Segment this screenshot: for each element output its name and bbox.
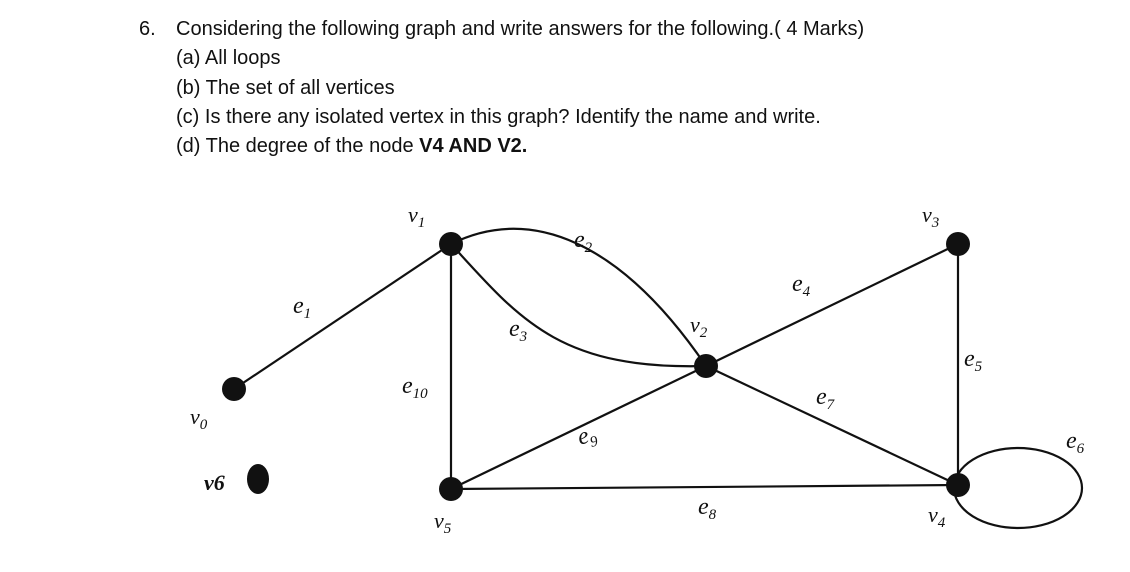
part-label: (d) (176, 135, 201, 157)
vertices (222, 232, 970, 501)
edge-label-e8: $e_8$ (698, 494, 717, 523)
edge-label-e9: $e_9$ (574, 422, 600, 451)
vertex-v4 (946, 473, 970, 497)
vertex-v1 (439, 232, 463, 256)
vertex-label-v2: $v_2$ (690, 312, 708, 341)
edge-e8 (451, 485, 958, 489)
vertex-label-v1: $v_1$ (408, 202, 426, 231)
vertex-label-v3: $v_3$ (922, 202, 940, 231)
vertex-v6 (247, 464, 269, 494)
edge-e3 (451, 244, 706, 366)
edge-e1 (234, 244, 451, 389)
edge-label-e4: $e_4$ (792, 271, 811, 300)
edge-label-e7: $e_7$ (816, 384, 835, 413)
vertex-v0 (222, 377, 246, 401)
vertex-v3 (946, 232, 970, 256)
vertex-v5 (439, 477, 463, 501)
question-number: 6. (139, 18, 156, 40)
edge-label-e6: $e_6$ (1066, 428, 1085, 457)
edge-label-e10: $e_{10}$ (402, 373, 428, 402)
part-label: (a) (176, 47, 201, 69)
edge-label-e2: $e_2$ (574, 227, 593, 256)
edge-e6 (954, 448, 1082, 528)
part-text: Is there any isolated vertex in this graph? Identify the name and write. (204, 106, 821, 128)
edge-label-e1: $e_1$ (293, 293, 312, 322)
edge-e7 (706, 366, 958, 485)
part-label: (c) (176, 106, 200, 128)
vertex-label-v4: $v_4$ (928, 502, 946, 531)
vertex-label-v5: $v_5$ (434, 508, 452, 537)
edge-label-e3: $e_3$ (509, 316, 528, 345)
vertex-label-v0: $v_0$ (190, 404, 208, 433)
part-text: The degree of the node (205, 135, 420, 157)
vertex-label-v6: v6 (204, 470, 225, 495)
vertex-v2 (694, 354, 718, 378)
part-text: The set of all vertices (205, 77, 395, 99)
part-bold-text: V4 AND V2. (419, 135, 528, 157)
question-stem: Considering the following graph and write answers for the following.( 4 Marks) (176, 18, 865, 40)
edge-e4 (706, 244, 958, 366)
edge-label-e5: $e_5$ (964, 346, 983, 375)
part-text: All loops (204, 47, 281, 69)
part-label: (b) (176, 77, 201, 99)
